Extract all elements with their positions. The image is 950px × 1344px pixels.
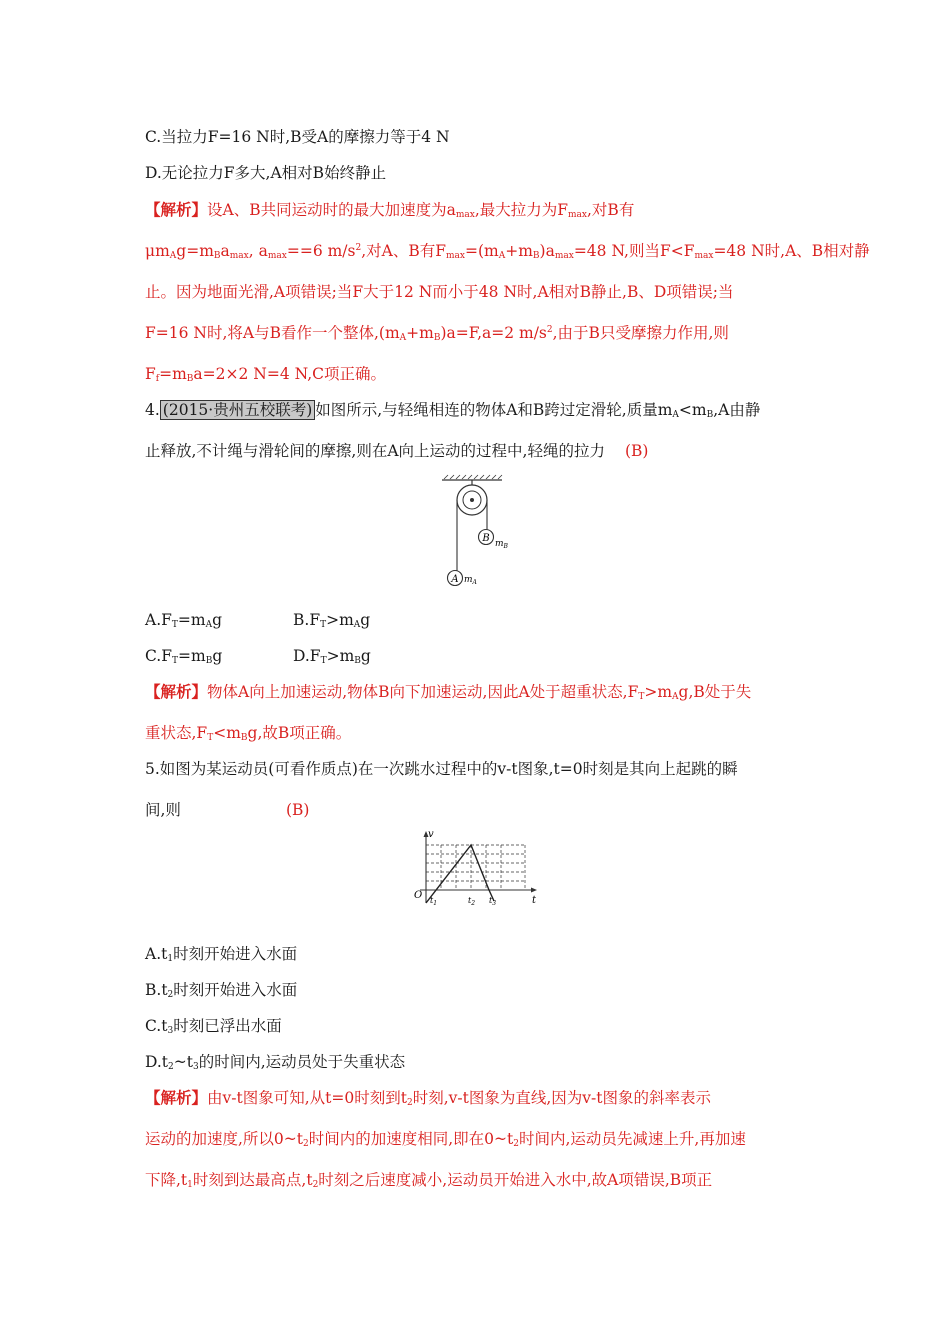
analysis-tag: 【解析】 [145,200,208,219]
q4-source-box: (2015·贵州五校联考) [160,400,315,420]
q5-answer: (B) [285,801,310,819]
mass-a-m: $m_A$ [464,575,477,586]
t-axis-arrow [531,888,537,893]
q5-option-b: $B.t_2$时刻开始进入水面 [145,981,298,1000]
q3-analysis-line-2: $\mu m_Ag=m_Ba_{max}$, $a_{max}==6$ $m/s^2$,对A、B有$F_{max}=(m_A+m_B)a_{max}=48$ N,则当$F<F_{max}=48$ N时,A、B相对静 [145,242,870,261]
analysis-tag: 【解析】 [145,1088,208,1107]
v-axis-label: v [428,829,434,840]
q5-stem-line-2: 间,则 (B) [145,801,310,819]
t1-label: $t_1$ [430,896,438,907]
mass-b-label: B [482,533,490,544]
q4-stem-line-1: 4. (2015·贵州五校联考) 如图所示,与轻绳相连的物体A和B跨过定滑轮,质量$m_A<m_B,A$由静 [145,401,761,420]
q5-analysis-line-1: 【解析】由v-t图象可知,从t=0时刻到$t_2$时刻,v-t图象为直线,因为v-t图象的斜率表示 [145,1088,712,1108]
q5-analysis-line-2: 运动的加速度,所以$0\sim t_2$时间内的加速度相同,即在$0\sim t_2$时间内,运动员先减速上升,再加速 [145,1130,746,1149]
q4-options-row-1 [145,610,222,630]
origin-label: O [414,890,423,901]
q3-option-d: D.无论拉力F多大,A相对B始终静止 [145,164,387,182]
q5-analysis-line-3: 下降$,t_1$时刻到达最高点$,t_2$时刻之后速度减小,运动员开始进入水中,故A项错误,B项正 [145,1171,713,1190]
mass-a-label: A [451,574,459,585]
q4-option-a: $A.F_T=m_Ag$ [145,611,223,630]
analysis-tag: 【解析】 [145,682,208,701]
q3-analysis-line-5: $F_f=m_Ba=2\times 2$ N=4 N,C项正确。 [145,365,386,384]
t-axis-label: t [532,895,537,906]
q5-option-d: $D.t_2\sim t_3$的时间内,运动员处于失重状态 [145,1053,406,1072]
q4-option-b: $B.F_T>m_Ag$ [293,611,371,630]
q3-analysis-line-3: 止。因为地面光滑,A项错误;当F大于12 N而小于48 N时,A相对B静止,B、D项错误;当 [145,283,734,301]
q5-option-a: $A.t_1$时刻开始进入水面 [145,945,298,964]
q4-option-c: $C.F_T=m_Bg$ [145,647,223,666]
q5-option-c: $C.t_3$时刻已浮出水面 [145,1017,282,1036]
t2-label: $t_2$ [468,896,476,907]
q4-analysis-line-2: 重状态$,F_T<m_Bg$,故B项正确。 [145,724,352,743]
q5-stem-line-1: 5.如图为某运动员(可看作质点)在一次跳水过程中的v-t图象,t=0时刻是其向上起跳的瞬 [145,760,738,778]
vt-graph-figure [408,825,543,910]
pulley-figure [430,474,530,592]
q4-analysis-line-1: 【解析】物体A向上加速运动,物体B向下加速运动,因此A处于超重状态$,F_T>m_Ag,B$处于失 [145,682,752,702]
q4-answer: (B) [624,442,649,460]
ceiling-hatch [444,475,502,479]
q3-analysis-line-1: 【解析】设A、B共同运动时的最大加速度为$a_{max}$,最大拉力为$F_{max}$,对B有 [145,200,635,220]
q4-stem-line-2: 止释放,不计绳与滑轮间的摩擦,则在A向上运动的过程中,轻绳的拉力 (B) [145,442,649,460]
t3-label: $t_3$ [489,896,497,907]
mass-b-m: $m_B$ [495,539,508,550]
q3-analysis-line-4: F=16 N时,将A与B看作一个整体$,(m_A+m_B)a=F,a=2$ $m/s^2$,由于B只受摩擦力作用,则 [145,324,729,343]
pulley-axle [470,498,474,502]
q4-option-d: $D.F_T>m_Bg$ [293,647,371,666]
q3-option-c: C.当拉力F=16 N时,B受A的摩擦力等于4 N [145,128,450,146]
